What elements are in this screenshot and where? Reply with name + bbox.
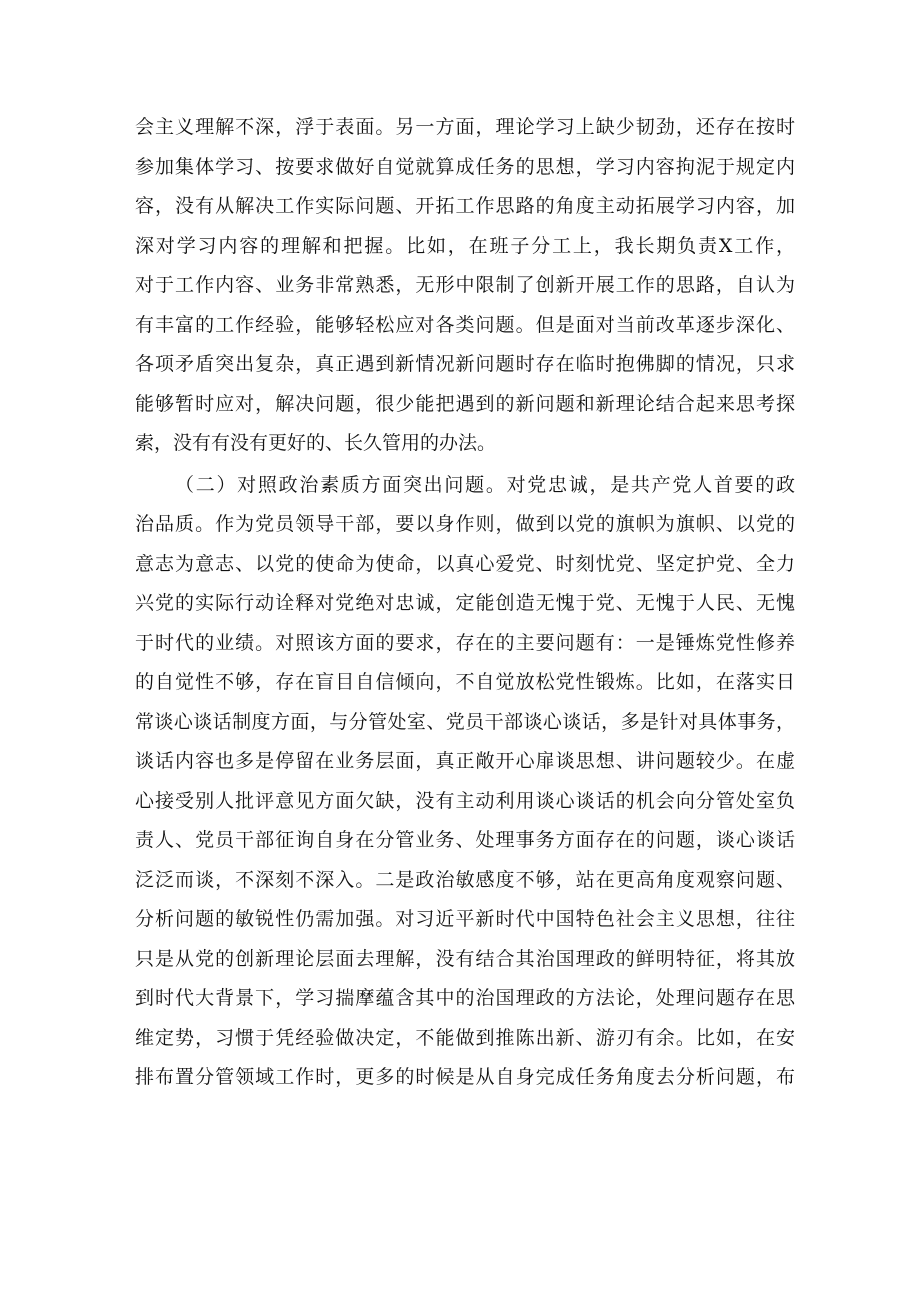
text-line: 泛泛而谈，不深刻不深入。二是政治敏感度不够，站在更高角度观察问题、 [135,868,795,891]
text-line: 于时代的业绩。对照该方面的要求，存在的主要问题有：一是锤炼党性修养 [135,631,795,654]
text-line: 的自觉性不够，存在盲目自信倾向，不自觉放松党性锻炼。比如，在落实日 [135,671,795,693]
text-line: 排布置分管领域工作时，更多的时候是从自身完成任务角度去分析问题，布 [135,1066,795,1088]
text-line: 对于工作内容、业务非常熟悉，无形中限制了创新开展工作的思路，自认为 [135,274,795,296]
text-line: 只是从党的创新理论层面去理解，没有结合其治国理政的鲜明特征，将其放 [135,947,795,970]
text-line: 常谈心谈话制度方面，与分管处室、党员干部谈心谈话，多是针对具体事务， [135,710,795,733]
text-line: 会主义理解不深，浮于表面。另一方面，理论学习上缺少韧劲，还存在按时 [135,116,795,138]
paragraph-2 [135,466,795,1098]
text-line: 参加集体学习、按要求做好自觉就算成任务的思想，学习内容拘泥于规定内 [135,155,795,178]
document-body [135,108,795,1098]
text-line: 分析问题的敏锐性仍需加强。对习近平新时代中国特色社会主义思想，往往 [135,908,795,930]
paragraph-1 [135,108,795,464]
text-line: 心接受别人批评意见方面欠缺，没有主动利用谈心谈话的机会向分管处室负 [135,789,795,812]
text-line: 谈话内容也多是停留在业务层面，真正敞开心扉谈思想、讲问题较少。在虚 [135,750,795,772]
text-line: 意志为意志、以党的使命为使命，以真心爱党、时刻忧党、坚定护党、全力 [135,552,795,575]
text-line: （二）对照政治素质方面突出问题。对党忠诚，是共产党人首要的政 [175,473,795,496]
text-line: 维定势，习惯于凭经验做决定，不能做到推陈出新、游刃有余。比如，在安 [135,1026,795,1049]
text-line: 深对学习内容的理解和把握。比如，在班子分工上，我长期负责X工作， [135,234,795,257]
text-line: 有丰富的工作经验，能够轻松应对各类问题。但是面对当前改革逐步深化、 [135,313,795,336]
text-line: 能够暂时应对，解决问题，很少能把遇到的新问题和新理论结合起来思考探 [135,392,795,415]
text-line: 索，没有有没有更好的、长久管用的办法。 [135,432,497,454]
text-line: 责人、党员干部征询自身在分管业务、处理事务方面存在的问题，谈心谈话 [135,829,795,851]
text-line: 治品质。作为党员领导干部，要以身作则，做到以党的旗帜为旗帜、以党的 [135,513,795,535]
text-line: 容，没有从解决工作实际问题、开拓工作思路的角度主动拓展学习内容，加 [135,195,795,217]
text-line: 到时代大背景下，学习揣摩蕴含其中的治国理政的方法论，处理问题存在思 [135,987,795,1009]
text-line: 各项矛盾突出复杂，真正遇到新情况新问题时存在临时抱佛脚的情况，只求 [135,353,795,375]
text-line: 兴党的实际行动诠释对党绝对忠诚，定能创造无愧于党、无愧于人民、无愧 [135,592,795,614]
